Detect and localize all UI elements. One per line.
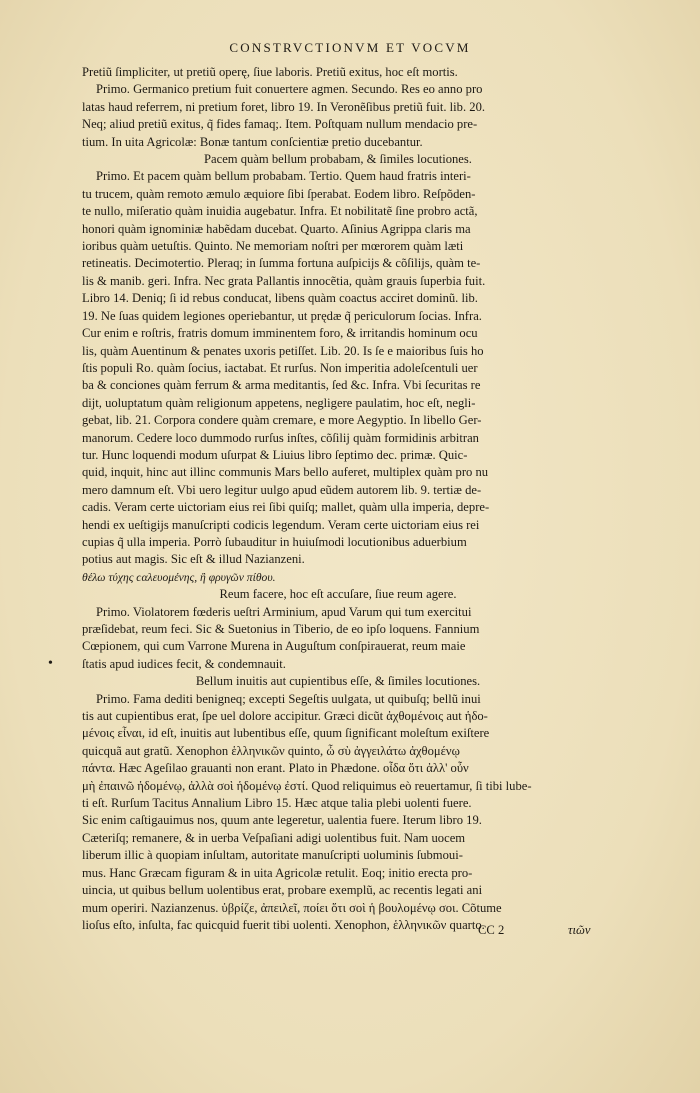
- text-line: ba & conciones quàm ferrum & arma meditantis, ſed &c. Infra. Vbi ſecuritas re: [82, 378, 481, 393]
- text-line: Primo. Violatorem fœderis ueſtri Arminium, apud Varum qui tum exercitui: [96, 604, 472, 619]
- text-line: quid, inquit, hinc aut illinc communis Mars bello auferet, multiplex quàm pro nu: [82, 465, 489, 480]
- text-line: potius aut magis. Sic eſt & illud Nazianzeni.: [82, 552, 305, 567]
- text-line: ti eſt. Rurſum Tacitus Annalium Libro 15. Hæc atque talia plebi uolenti fuere.: [82, 796, 472, 811]
- text-line: manorum. Cedere loco dummodo rurſus inſtes, cõſilij quàm formidinis arbitran: [82, 430, 479, 445]
- text-line: Sic enim caſtigauimus nos, quum ante legeretur, ualentia fuere. Iterum libro 19.: [82, 813, 482, 828]
- section-heading: Reum facere, hoc eſt accuſare, ſiue reum agere.: [219, 587, 457, 602]
- signature-mark: CC 2: [478, 923, 505, 937]
- text-line: tur. Hunc loquendi modum uſurpat & Liuius libro ſeptimo dec. primæ. Quic-: [82, 447, 468, 462]
- text-line: liberum illic à quopiam inſultam, autoritate manuſcripti uoluminis ſubmoui-: [82, 848, 463, 863]
- text-line: uincia, ut quibus bellum uolentibus erat, probare exemplũ, ac recentis legati ani: [82, 883, 483, 898]
- text-line: te nullo, miſeratio quàm inuidia augebatur. Infra. Et nobilitatẽ ſine probro actã,: [82, 204, 478, 219]
- text-line: quicquã aut gratũ. Xenophon ἑλληνικῶν quinto, ὦ σὺ ἀγγειλάτω ἀχθομένῳ: [82, 743, 460, 758]
- text-line: lis & manib. geri. Infra. Nec grata Pallantis innocẽtia, quàm grauis ſuperbia fuit.: [82, 273, 486, 288]
- text-line: præſidebat, reum feci. Sic & Suetonius in Tiberio, de eo ipſo loquens. Fannium: [82, 622, 480, 636]
- text-line: cupias q̃ ulla imperia. Porrò ſubauditur in huiuſmodi locutionibus aduerbium: [82, 534, 467, 549]
- running-head: CONSTRVCTIONVM ET VOCVM: [229, 40, 471, 55]
- text-line: mum operiri. Nazianzenus. ὑβρίζε, ἀπειλεῖ, ποίει ὅτι σοὶ ἡ βουλομένῳ σοι. Cõtume: [82, 900, 502, 915]
- text-line: Cæteriſq; remanere, & in uerba Veſpaſiani adigi uolentibus fuit. Nam uocem: [82, 830, 466, 845]
- text-line: gebat, lib. 21. Corpora condere quàm cremare, e more Aegyptio. In libello Ger-: [82, 413, 482, 428]
- text-line: mus. Hanc Græcam figuram & in uita Agricolæ retulit. Eoq; initio erecta pro-: [82, 865, 473, 880]
- text-line: Pretiũ ſimpliciter, ut pretiũ operę, ſiue laboris. Pretiũ exitus, hoc eſt mortis.: [82, 65, 458, 79]
- text-line: hendi ex ueſtigijs manuſcripti codicis legendum. Veram certe uictoriam eius rei: [82, 517, 480, 532]
- text-line: μὴ ἐπαινῶ ἡδομένῳ, ἀλλὰ σοὶ ἡδομένῳ ἐστί. Quod reliquimus eò reuertamur, ſi tibi lube-: [82, 778, 532, 793]
- catchword: τιῶν: [568, 923, 591, 937]
- text-line: dijt, uoluptatum quàm religionum appetens, negligere paulatim, hoc eſt, negli-: [82, 395, 476, 410]
- text-line: latas haud referrem, ni pretium foret, libro 19. In Veronẽſibus pretiũ fuit. lib. 20.: [82, 99, 486, 114]
- text-line: ſtis populi Ro. quàm ſocius, iactabat. Et rurſus. Non imperitia adoleſcentuli uer: [82, 360, 478, 375]
- text-block: [82, 64, 594, 934]
- section-heading: Pacem quàm bellum probabam, & ſimiles locutiones.: [204, 152, 472, 167]
- text-line: Primo. Fama dediti benigneq; excepti Segeſtis uulgata, ut quibuſq; bellũ inui: [96, 691, 481, 706]
- text-line: πάντα. Hæc Ageſilao grauanti non erant. Plato in Phædone. οἶδα ὅτι ἀλλ' οὖν: [82, 761, 469, 776]
- text-line: retineatis. Decimotertio. Pleraq; in ſumma fortuna auſpicijs & cõſilijs, quàm te-: [82, 256, 481, 271]
- text-line: μένοις εἶναι, id eſt, inuitis aut lubentibus eſſe, quum ſignificant moleſtum exiſtere: [82, 726, 490, 741]
- text-line: Libro 14. Deniq; ſi id rebus conducat, libens quàm coactus acciret dominũ. lib.: [82, 291, 478, 306]
- text-line: tis aut cupientibus erat, ſpe uel dolore accipitur. Græci dicũt ἀχθομένοις aut ἡδο-: [82, 709, 488, 724]
- text-line: Primo. Et pacem quàm bellum probabam. Tertio. Quem haud fratris interi-: [96, 169, 471, 184]
- text-line: 19. Ne ſuas quidem legiones operiebantur, ut prędæ q̃ periculorum ſocias. Infra.: [82, 308, 482, 323]
- text-line: honori quàm ignominiæ habẽdam ducebat. Quarto. Aſinius Agrippa claris ma: [82, 221, 471, 236]
- text-line: Neq; aliud pretiũ exitus, q̃ fides famaq;. Item. Poſtquam nullum mendacio pre-: [82, 117, 478, 132]
- margin-mark: •: [48, 656, 53, 671]
- text-line: Cœpionem, qui cum Varrone Murena in Auguſtum conſpirauerat, reum maie: [82, 639, 466, 654]
- text-line: ſtatis apud iudices fecit, & condemnauit.: [82, 656, 286, 671]
- text-line: θέλω τύχης ϲαλευομένης, ἢ φρυγῶν πίθου.: [82, 570, 276, 584]
- text-line: Cur enim e roſtris, fratris domum imminentem foro, & irritandis hominum ocu: [82, 326, 478, 341]
- section-heading: Bellum inuitis aut cupientibus eſſe, & ſimiles locutiones.: [195, 674, 481, 689]
- text-line: Primo. Germanico pretium fuit conuertere agmen. Secundo. Res eo anno pro: [96, 82, 483, 97]
- text-line: tium. In uita Agricolæ: Bonæ tantum conſcientiæ pretio ducebantur.: [82, 134, 423, 149]
- text-line: tu trucem, quàm remoto æmulo æquiore ſibi ſperabat. Eodem libro. Reſpõden-: [82, 186, 476, 201]
- text-line: lioſus eſto, inſulta, fac quicquid fuerit tibi uolenti. Xenophon, ἑλληνικῶν quarto.: [82, 917, 485, 932]
- text-line: lis, quàm Auentinum & penates uxoris petiſſet. Lib. 20. Is ſe e maioribus ſuis ho: [82, 343, 484, 358]
- text-line: mero damnum eſt. Vbi uero legitur uulgo apud eũdem autorem lib. 9. tertiæ de-: [82, 482, 482, 497]
- text-line: cadis. Veram certe uictoriam eius rei ſibi quiſq; mallet, quàm ulla imperia, depre-: [82, 500, 490, 515]
- text-line: ioribus quàm uetuſtis. Quinto. Ne memoriam noſtri per mœrorem quàm læti: [82, 239, 464, 254]
